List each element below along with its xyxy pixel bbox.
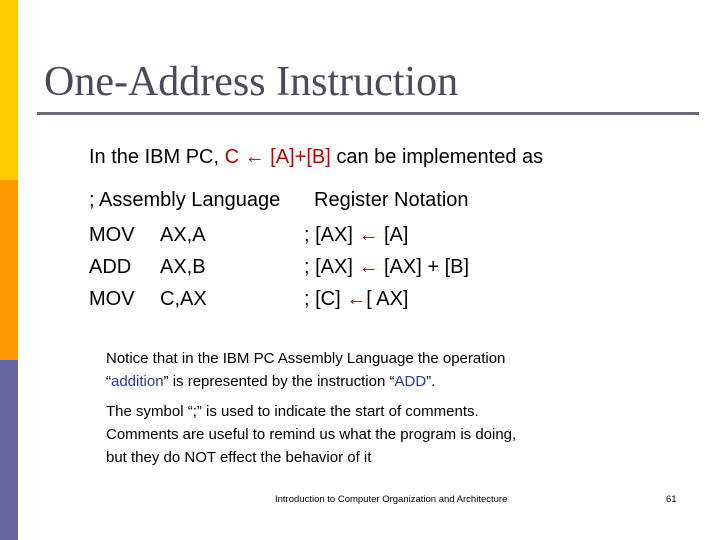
- note-right: [AX] + [B]: [378, 256, 470, 278]
- left-arrow-icon: ←: [358, 256, 379, 278]
- left-arrow-icon: ←: [358, 224, 379, 246]
- assembly-language-header: ; Assembly Language: [89, 189, 281, 211]
- register-note: [304, 224, 408, 247]
- quote-open: “: [106, 373, 111, 390]
- instruction-operand: C,AX: [160, 288, 207, 310]
- instruction-op: MOV: [89, 224, 135, 246]
- notice-line-2-end: ”.: [426, 373, 436, 390]
- intro-prefix: In the IBM PC,: [89, 146, 225, 168]
- instruction-operand: AX,A: [160, 224, 206, 246]
- intro-c: C: [224, 146, 240, 168]
- register-notation-header: Register Notation: [314, 189, 469, 211]
- left-arrow-icon: ←: [244, 146, 265, 168]
- notice-line-2: [106, 370, 505, 393]
- addition-term: addition: [111, 373, 164, 390]
- comments-paragraph: [106, 400, 516, 469]
- footer-text: Introduction to Computer Organization and Architecture: [275, 494, 508, 505]
- title-divider: [37, 112, 699, 115]
- comments-line-1: The symbol “;” is used to indicate the start of comments.: [106, 403, 479, 420]
- register-note: [304, 256, 469, 279]
- notice-line-1: Notice that in the IBM PC Assembly Language the operation: [106, 350, 506, 367]
- register-note: [304, 288, 408, 311]
- slide-title: One-Address Instruction: [44, 59, 459, 105]
- left-arrow-icon: ←: [346, 288, 367, 310]
- notice-paragraph: [106, 347, 505, 393]
- note-left: ; [AX]: [304, 256, 359, 278]
- side-bar-orange: [0, 180, 18, 360]
- comments-line-2: Comments are useful to remind us what the program is doing,: [106, 426, 517, 443]
- instruction-operand: AX,B: [160, 256, 206, 278]
- page-number: 61: [666, 494, 677, 505]
- note-left: ; [AX]: [304, 224, 359, 246]
- intro-expression: [A]+[B]: [264, 146, 331, 168]
- intro-suffix: can be implemented as: [330, 146, 544, 168]
- intro-line: [89, 146, 543, 169]
- instruction-op: ADD: [89, 256, 132, 278]
- note-left: ; [C]: [304, 288, 347, 310]
- note-right: [ AX]: [366, 288, 409, 310]
- instruction-op: MOV: [89, 288, 135, 310]
- notice-line-2-mid: ” is represented by the instruction “: [163, 373, 395, 390]
- side-bar-yellow: [0, 0, 18, 180]
- add-term: ADD: [394, 373, 427, 390]
- side-bar-purple: [0, 360, 18, 540]
- note-right: [A]: [378, 224, 409, 246]
- comments-line-3: but they do NOT effect the behavior of it: [106, 449, 372, 466]
